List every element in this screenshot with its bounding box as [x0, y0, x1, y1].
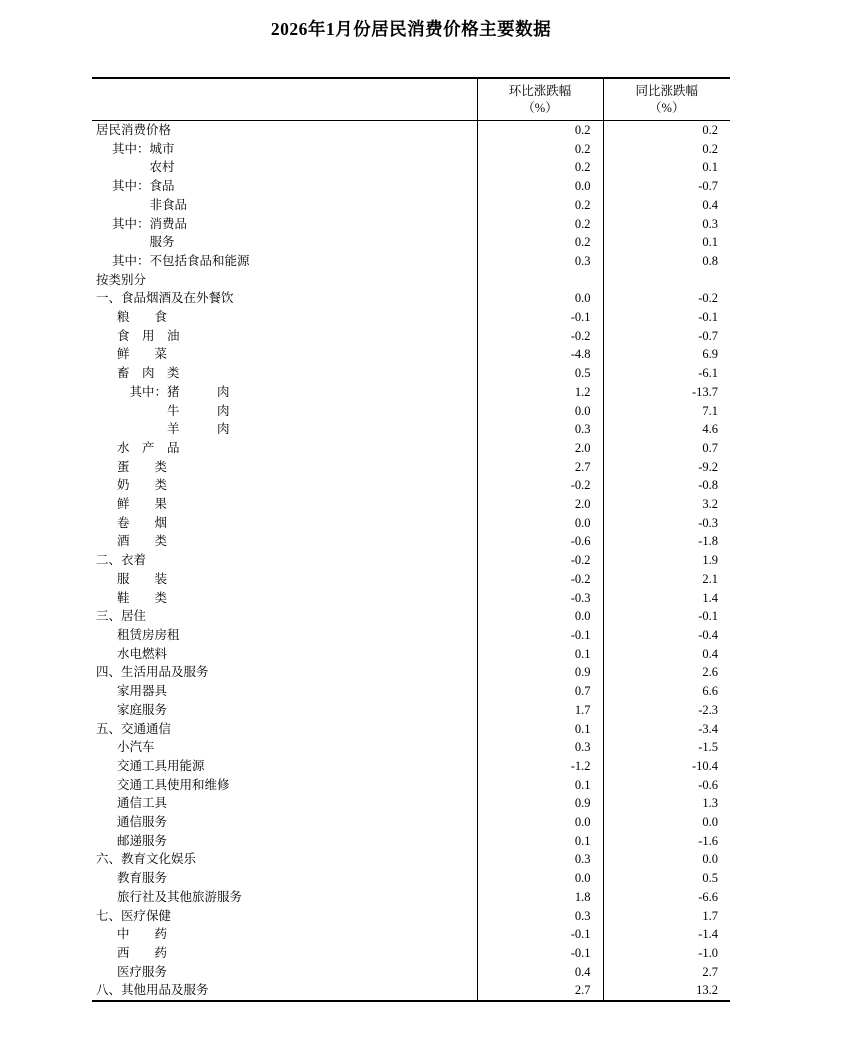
table-row [92, 551, 730, 570]
table-row [92, 925, 730, 944]
row-label: 六、教育文化娱乐 [96, 852, 197, 867]
row-label: 其中：食品 [112, 179, 175, 194]
header-label-cell [92, 78, 477, 121]
row-mom-value: -0.2 [477, 327, 603, 346]
row-label: 家用器具 [117, 684, 168, 699]
row-mom-value: -0.1 [477, 925, 603, 944]
row-mom-value: 2.7 [477, 458, 603, 477]
row-yoy-value: -0.2 [603, 289, 730, 308]
row-label: 按类别分 [96, 272, 147, 287]
row-label: 牛 肉 [117, 403, 230, 418]
row-yoy-value: 1.9 [603, 551, 730, 570]
row-mom-value: 0.9 [477, 663, 603, 682]
row-label: 家庭服务 [117, 702, 168, 717]
table-row [92, 177, 730, 196]
row-label: 小汽车 [117, 740, 155, 755]
header-mom-title: 环比涨跌幅 [508, 83, 572, 98]
row-label: 奶 类 [117, 478, 168, 493]
table-row [92, 944, 730, 963]
table-row [92, 420, 730, 439]
row-yoy-value: 2.7 [603, 963, 730, 982]
row-label: 教育服务 [117, 871, 168, 886]
row-yoy-value: 13.2 [603, 981, 730, 1001]
row-mom-value: 0.0 [477, 402, 603, 421]
table-row [92, 289, 730, 308]
row-label: 羊 肉 [117, 422, 230, 437]
row-mom-value: 0.3 [477, 252, 603, 271]
row-label: 卷 烟 [117, 515, 168, 530]
row-yoy-value: 2.1 [603, 570, 730, 589]
table-row [92, 888, 730, 907]
row-mom-value: 0.2 [477, 121, 603, 140]
row-label: 粮 食 [117, 310, 168, 325]
table-row [92, 776, 730, 795]
row-mom-value: 0.1 [477, 832, 603, 851]
row-mom-value: 2.0 [477, 439, 603, 458]
row-label: 其中：不包括食品和能源 [112, 253, 250, 268]
row-yoy-value: 0.0 [603, 813, 730, 832]
row-mom-value: 1.8 [477, 888, 603, 907]
row-label: 七、医疗保健 [96, 908, 172, 923]
table-row [92, 364, 730, 383]
row-label: 五、交通通信 [96, 721, 172, 736]
row-label: 鲜 菜 [117, 347, 168, 362]
table-row [92, 271, 730, 290]
row-mom-value: 0.2 [477, 233, 603, 252]
header-yoy-unit: （%） [649, 100, 685, 115]
row-mom-value: 0.0 [477, 607, 603, 626]
row-label: 服 装 [117, 571, 168, 586]
row-yoy-value: 0.3 [603, 215, 730, 234]
row-yoy-value: -6.1 [603, 364, 730, 383]
row-yoy-value: -1.8 [603, 532, 730, 551]
row-label: 畜 肉 类 [117, 366, 180, 381]
header-row [92, 78, 730, 121]
row-mom-value: 0.2 [477, 215, 603, 234]
row-label: 二、衣着 [96, 553, 147, 568]
table-row [92, 626, 730, 645]
table-row [92, 345, 730, 364]
row-yoy-value: -0.4 [603, 626, 730, 645]
row-yoy-value: 7.1 [603, 402, 730, 421]
table-row [92, 738, 730, 757]
table-row [92, 532, 730, 551]
row-yoy-value: -2.3 [603, 701, 730, 720]
row-yoy-value: 1.3 [603, 794, 730, 813]
row-mom-value: -0.2 [477, 551, 603, 570]
row-label: 居民消费价格 [96, 123, 172, 137]
row-mom-value: 0.5 [477, 364, 603, 383]
row-yoy-value: 0.8 [603, 252, 730, 271]
row-mom-value: 0.1 [477, 776, 603, 795]
table-row [92, 233, 730, 252]
row-mom-value: 0.9 [477, 794, 603, 813]
table-row [92, 907, 730, 926]
row-mom-value: 0.1 [477, 720, 603, 739]
table-body [92, 121, 730, 1002]
table-row [92, 514, 730, 533]
row-yoy-value: -0.8 [603, 476, 730, 495]
header-yoy-cell [603, 78, 730, 121]
row-mom-value: 1.2 [477, 383, 603, 402]
row-yoy-value: 0.0 [603, 850, 730, 869]
row-label: 旅行社及其他旅游服务 [117, 889, 243, 904]
table-row [92, 963, 730, 982]
row-yoy-value: -1.6 [603, 832, 730, 851]
row-mom-value: 0.0 [477, 813, 603, 832]
table-row [92, 607, 730, 626]
row-mom-value: -4.8 [477, 345, 603, 364]
table-row [92, 794, 730, 813]
table-row [92, 383, 730, 402]
row-yoy-value: -1.4 [603, 925, 730, 944]
row-label: 租赁房房租 [117, 627, 180, 642]
table-row [92, 402, 730, 421]
row-yoy-value: 2.6 [603, 663, 730, 682]
row-label: 鞋 类 [117, 590, 168, 605]
row-mom-value: 0.3 [477, 738, 603, 757]
row-label: 其中：消费品 [112, 216, 188, 231]
row-mom-value: 0.3 [477, 907, 603, 926]
row-label: 通信工具 [117, 796, 168, 811]
page [0, 18, 845, 1002]
row-mom-value: 0.0 [477, 869, 603, 888]
header-mom-unit: （%） [522, 100, 558, 115]
row-mom-value [477, 271, 603, 290]
row-mom-value: -0.1 [477, 944, 603, 963]
header-yoy-title: 同比涨跌幅 [635, 83, 698, 98]
row-label: 非食品 [112, 197, 188, 212]
row-label: 水电燃料 [117, 646, 168, 661]
row-mom-value: -0.6 [477, 532, 603, 551]
row-yoy-value: -13.7 [603, 383, 730, 402]
row-label: 水 产 品 [117, 440, 180, 455]
row-yoy-value: 0.4 [603, 645, 730, 664]
row-mom-value: 0.3 [477, 850, 603, 869]
table-row [92, 570, 730, 589]
row-label: 鲜 果 [117, 497, 168, 512]
row-mom-value: 2.7 [477, 981, 603, 1001]
row-mom-value: 0.0 [477, 514, 603, 533]
row-mom-value: 0.2 [477, 140, 603, 159]
row-mom-value: 0.2 [477, 158, 603, 177]
row-mom-value: 0.4 [477, 963, 603, 982]
row-mom-value: 2.0 [477, 495, 603, 514]
row-label: 医疗服务 [117, 964, 168, 979]
row-mom-value: 0.0 [477, 289, 603, 308]
row-label: 蛋 类 [117, 459, 168, 474]
row-mom-value: -0.3 [477, 589, 603, 608]
row-yoy-value: -3.4 [603, 720, 730, 739]
row-mom-value: 0.2 [477, 196, 603, 215]
page-title: 2026年1月份居民消费价格主要数据 [270, 19, 552, 39]
table-row [92, 701, 730, 720]
row-yoy-value: 3.2 [603, 495, 730, 514]
row-mom-value: -0.2 [477, 476, 603, 495]
table-row [92, 196, 730, 215]
row-yoy-value: 1.4 [603, 589, 730, 608]
row-label: 食 用 油 [117, 328, 180, 343]
table-row [92, 589, 730, 608]
table-row [92, 308, 730, 327]
row-label: 交通工具用能源 [117, 758, 205, 773]
table-row [92, 158, 730, 177]
table-row [92, 663, 730, 682]
table-row [92, 327, 730, 346]
row-label: 酒 类 [117, 534, 168, 549]
table-row [92, 850, 730, 869]
row-yoy-value: -6.6 [603, 888, 730, 907]
row-mom-value: -1.2 [477, 757, 603, 776]
row-yoy-value: -0.1 [603, 607, 730, 626]
row-label: 服务 [112, 235, 175, 250]
row-yoy-value: -0.3 [603, 514, 730, 533]
table-row [92, 813, 730, 832]
row-mom-value: 0.0 [477, 177, 603, 196]
table-row [92, 140, 730, 159]
row-mom-value: -0.1 [477, 626, 603, 645]
row-mom-value: 0.7 [477, 682, 603, 701]
row-mom-value: -0.1 [477, 308, 603, 327]
row-mom-value: -0.2 [477, 570, 603, 589]
row-yoy-value: 0.2 [603, 140, 730, 159]
row-label: 邮递服务 [117, 833, 168, 848]
table-row [92, 869, 730, 888]
table-row [92, 458, 730, 477]
row-yoy-value: 0.1 [603, 233, 730, 252]
row-label: 四、生活用品及服务 [96, 665, 209, 680]
table-row [92, 981, 730, 1001]
row-label: 其中：猪 肉 [117, 384, 230, 399]
row-yoy-value: -1.0 [603, 944, 730, 963]
table-row [92, 215, 730, 234]
table-row [92, 476, 730, 495]
row-yoy-value [603, 271, 730, 290]
row-label: 其中：城市 [112, 141, 175, 156]
row-label: 通信服务 [117, 815, 168, 830]
row-yoy-value: 0.5 [603, 869, 730, 888]
row-label: 西 药 [117, 945, 168, 960]
row-yoy-value: 0.7 [603, 439, 730, 458]
row-yoy-value: -10.4 [603, 757, 730, 776]
table-row [92, 720, 730, 739]
row-yoy-value: -0.6 [603, 776, 730, 795]
row-label: 农村 [112, 160, 175, 175]
table-row [92, 682, 730, 701]
row-label: 交通工具使用和维修 [117, 777, 230, 792]
table-row [92, 252, 730, 271]
row-label: 三、居住 [96, 609, 147, 624]
header-mom-cell [477, 78, 603, 121]
row-mom-value: 0.3 [477, 420, 603, 439]
row-yoy-value: 0.2 [603, 121, 730, 140]
table-row [92, 495, 730, 514]
row-yoy-value: -0.7 [603, 177, 730, 196]
table-row [92, 121, 730, 140]
row-yoy-value: -0.7 [603, 327, 730, 346]
table-row [92, 832, 730, 851]
row-yoy-value: 6.6 [603, 682, 730, 701]
row-yoy-value: 0.1 [603, 158, 730, 177]
table-row [92, 439, 730, 458]
row-yoy-value: 1.7 [603, 907, 730, 926]
cpi-table [92, 77, 730, 1002]
row-yoy-value: -9.2 [603, 458, 730, 477]
table-row [92, 645, 730, 664]
table-row [92, 757, 730, 776]
row-yoy-value: 0.4 [603, 196, 730, 215]
row-yoy-value: 6.9 [603, 345, 730, 364]
row-yoy-value: -0.1 [603, 308, 730, 327]
row-yoy-value: -1.5 [603, 738, 730, 757]
row-mom-value: 0.1 [477, 645, 603, 664]
row-yoy-value: 4.6 [603, 420, 730, 439]
row-label: 一、食品烟酒及在外餐饮 [96, 291, 234, 306]
row-mom-value: 1.7 [477, 701, 603, 720]
row-label: 八、其他用品及服务 [96, 983, 209, 998]
row-label: 中 药 [117, 927, 168, 942]
